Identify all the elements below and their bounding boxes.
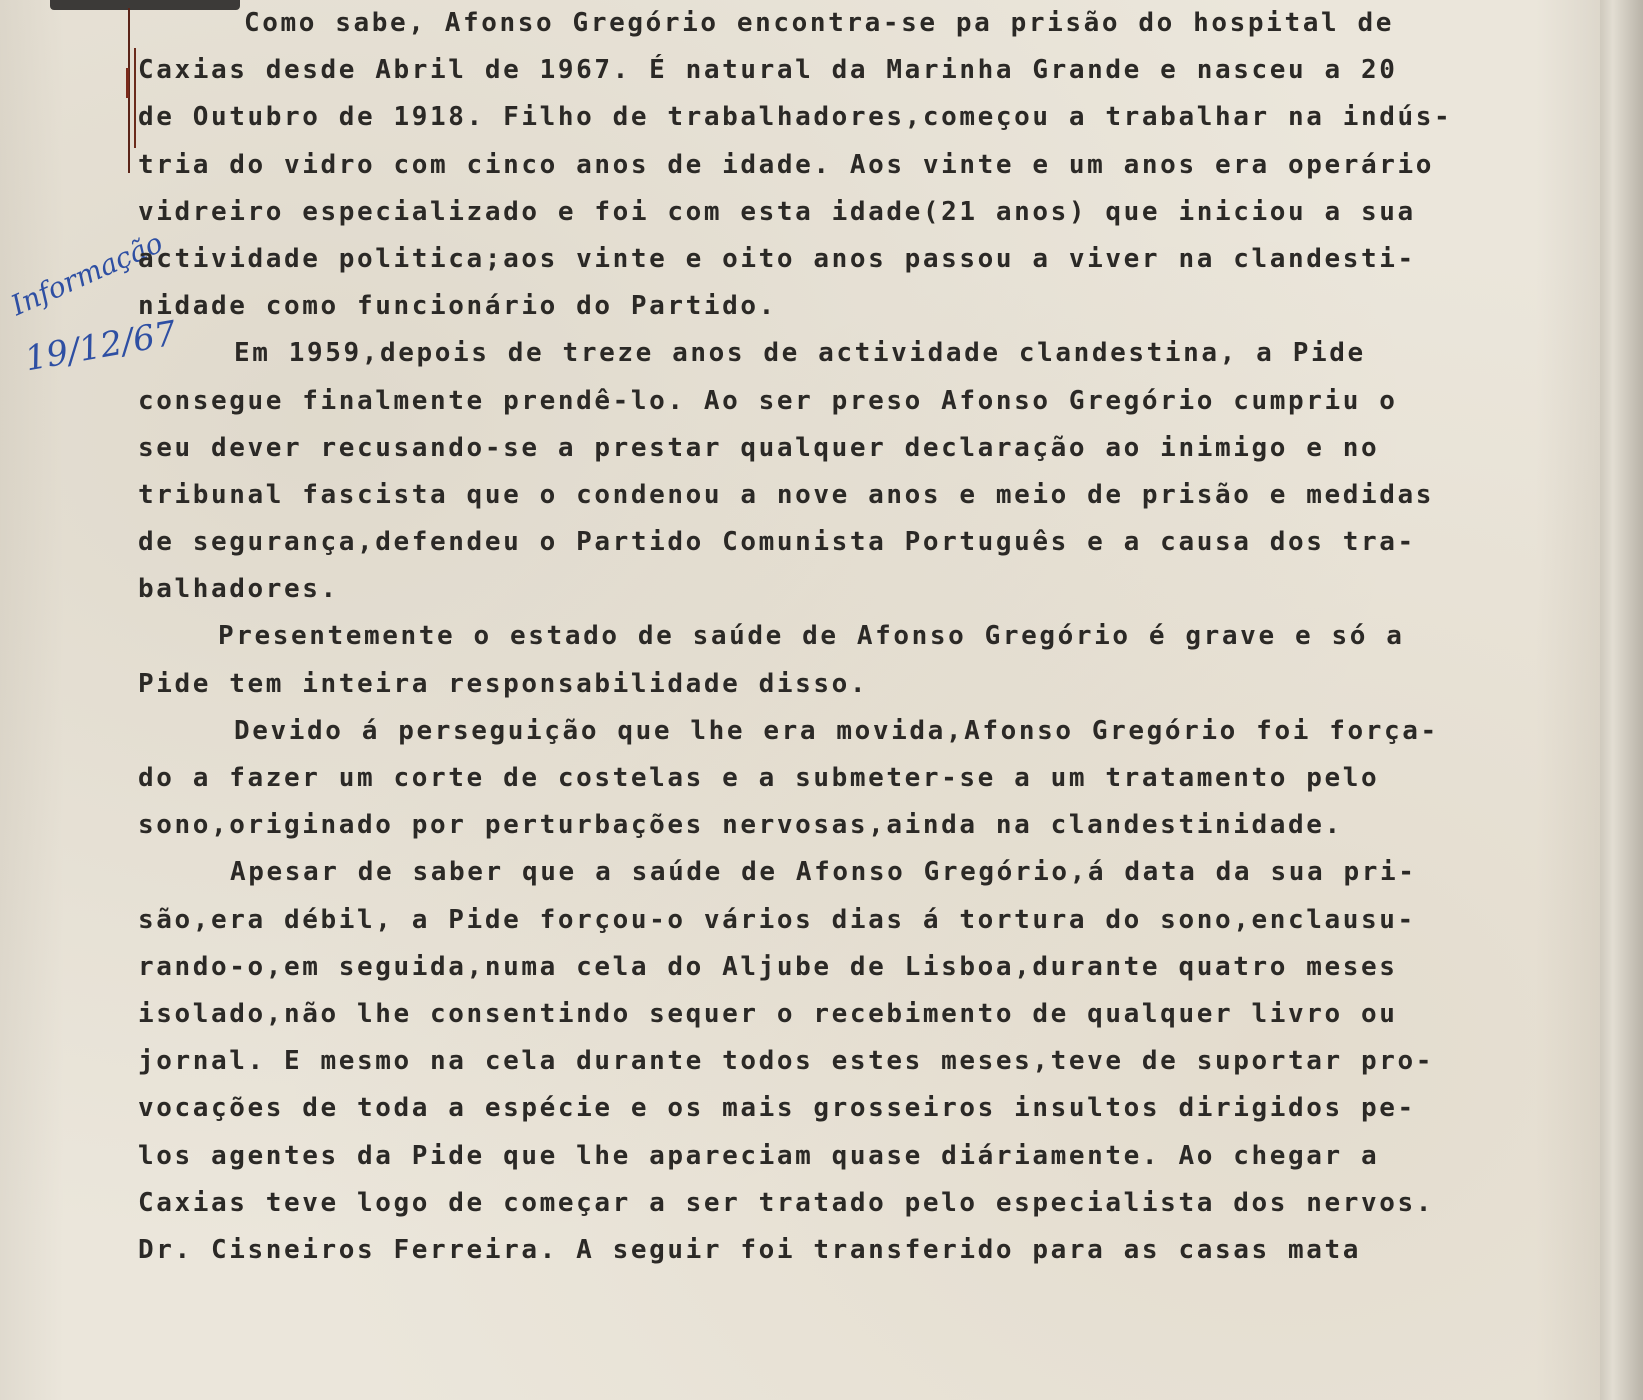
text-line: actividade politica;aos vinte e oito anos passou a viver na clandesti- bbox=[138, 243, 1416, 274]
text-line: consegue finalmente prendê-lo. Ao ser preso Afonso Gregório cumpriu o bbox=[138, 385, 1398, 416]
text-line: Em 1959,depois de treze anos de actividade clandestina, a Pide bbox=[234, 338, 1366, 369]
margin-bracket-mark bbox=[128, 8, 136, 173]
scanner-edge bbox=[1600, 0, 1643, 1400]
text-line: Como sabe, Afonso Gregório encontra-se pa prisão do hospital de bbox=[244, 8, 1394, 38]
text-line: Caxias teve logo de começar a ser tratado pelo especialista dos nervos. bbox=[138, 1187, 1434, 1218]
text-line: vocações de toda a espécie e os mais grosseiros insultos dirigidos pe- bbox=[138, 1093, 1416, 1124]
text-line: Caxias desde Abril de 1967. É natural da Marinha Grande e nasceu a 20 bbox=[138, 55, 1398, 86]
handwritten-annotation bbox=[2, 226, 180, 418]
text-line: Apesar de saber que a saúde de Afonso Gregório,á data da sua pri- bbox=[230, 857, 1417, 888]
text-line: isolado,não lhe consentindo sequer o recebimento de qualquer livro ou bbox=[138, 998, 1398, 1029]
text-line: de segurança,defendeu o Partido Comunista Português e a causa dos tra- bbox=[138, 527, 1416, 558]
text-line: Devido á perseguição que lhe era movida,Afonso Gregório foi força- bbox=[234, 715, 1439, 746]
text-line: Pide tem inteira responsabilidade disso. bbox=[138, 668, 869, 699]
annotation-date: 19/12/67 bbox=[22, 313, 180, 380]
text-line: tria do vidro com cinco anos de idade. Aos vinte e um anos era operário bbox=[138, 149, 1434, 180]
text-line: Presentemente o estado de saúde de Afonso Gregório é grave e só a bbox=[218, 621, 1405, 652]
text-line: Dr. Cisneiros Ferreira. A seguir foi transferido para as casas mata bbox=[138, 1234, 1361, 1265]
text-line: balhadores. bbox=[138, 574, 339, 605]
annotation-word: Informação bbox=[6, 226, 168, 323]
text-line: rando-o,em seguida,numa cela do Aljube de Lisboa,durante quatro meses bbox=[138, 951, 1398, 982]
text-line: nidade como funcionário do Partido. bbox=[138, 291, 777, 322]
text-line: de Outubro de 1918. Filho de trabalhadores,começou a trabalhar na indús- bbox=[138, 102, 1453, 133]
text-line: los agentes da Pide que lhe apareciam quase diáriamente. Ao chegar a bbox=[138, 1140, 1380, 1171]
text-line: são,era débil, a Pide forçou-o vários dias á tortura do sono,enclausu- bbox=[138, 904, 1416, 935]
text-line: vidreiro especializado e foi com esta idade(21 anos) que iniciou a sua bbox=[138, 196, 1416, 227]
text-line: tribunal fascista que o condenou a nove anos e meio de prisão e medidas bbox=[138, 479, 1434, 510]
text-line: jornal. E mesmo na cela durante todos estes meses,teve de suportar pro- bbox=[138, 1046, 1434, 1077]
text-line: seu dever recusando-se a prestar qualquer declaração ao inimigo e no bbox=[138, 432, 1380, 463]
text-line: sono,originado por perturbações nervosas,ainda na clandestinidade. bbox=[138, 810, 1343, 841]
text-line: do a fazer um corte de costelas e a submeter-se a um tratamento pelo bbox=[138, 763, 1380, 793]
typed-text-body bbox=[138, 0, 1593, 1274]
